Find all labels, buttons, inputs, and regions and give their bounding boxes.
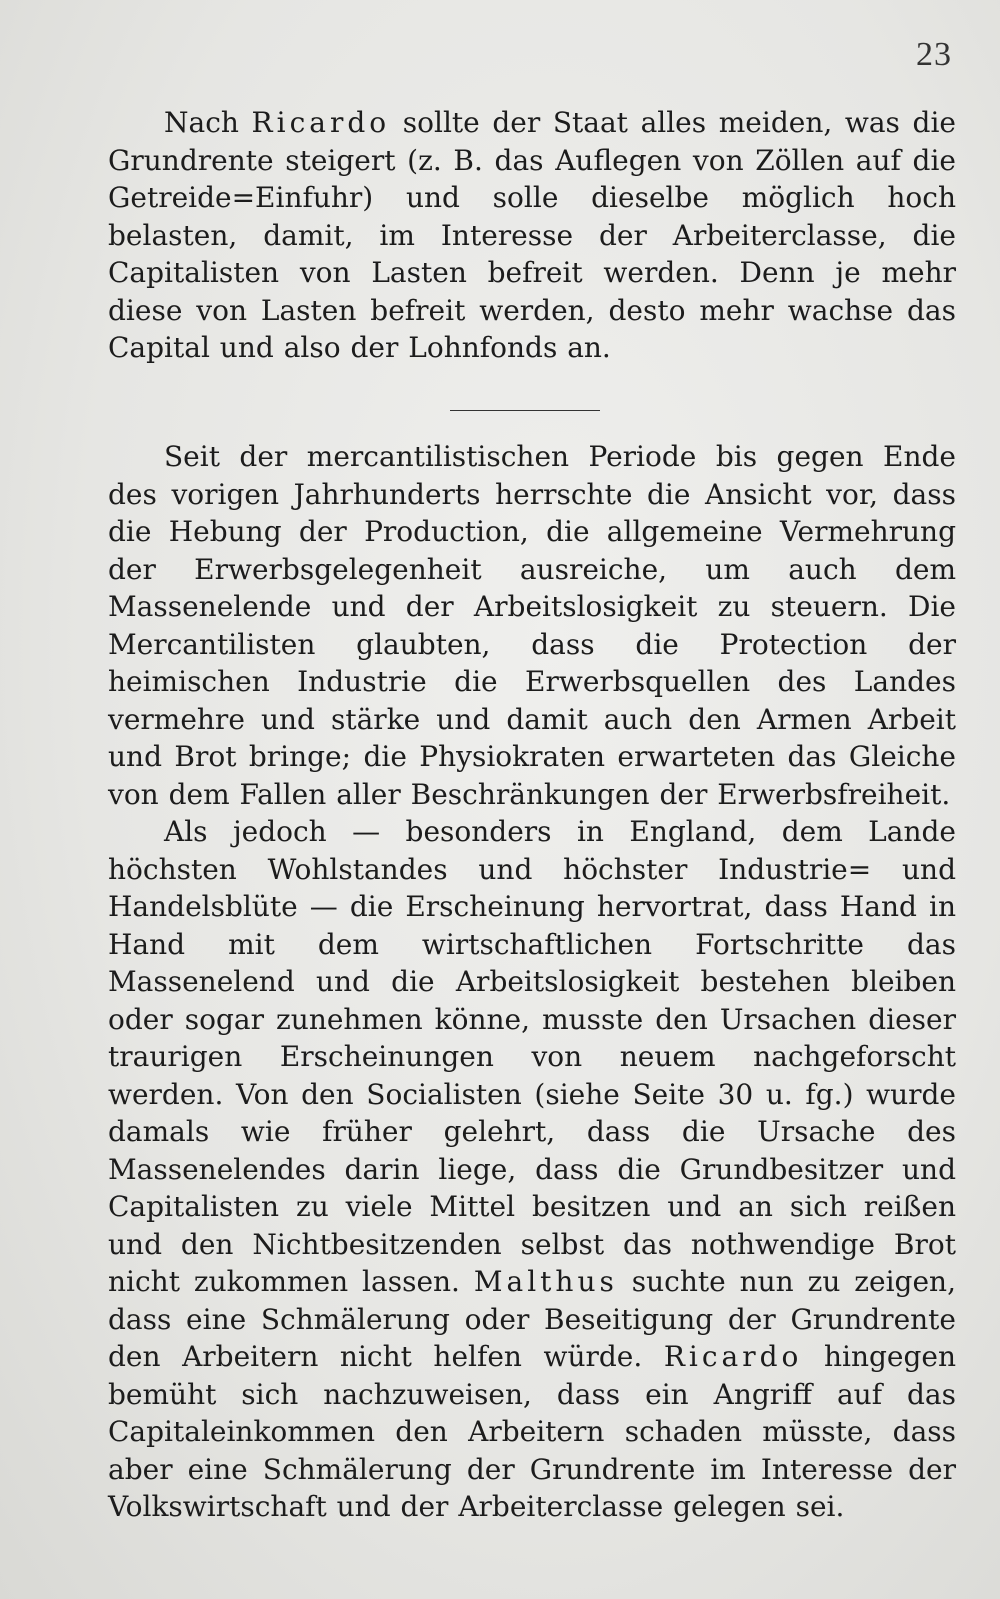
paragraph-text: sollte der Staat alles meiden, was die Grundrente steigert (z. B. das Auflegen von Zöllen auf die Getreide=Einfuhr) und solle dieselbe möglich hoch belasten, damit, im Interesse der Arbeiterclasse, die Capitalisten von Lasten befreit werden. Denn je mehr diese von Lasten befreit werden, desto mehr wachse das Capital und also der Lohnfonds an. [108,106,956,364]
paragraph-mercantilism: Seit der mercantilistischen Periode bis gegen Ende des vorigen Jahrhunderts herrschte die Ansicht vor, dass die Hebung der Production, die allgemeine Vermehrung der Erwerbsgelegenheit ausreiche, um auch dem Massenelende und der Arbeitslosigkeit zu steuern. Die Mercantilisten glaubten, dass die Protection der heimischen Industrie die Erwerbsquellen des Landes vermehre und stärke und damit auch den Armen Arbeit und Brot bringe; die Physiokraten erwarteten das Gleiche von dem Fallen aller Beschränkungen der Erwerbsfreiheit. [108,440,956,811]
author-name-ricardo: Ricardo [663,1340,803,1373]
text-block-top [108,104,956,367]
page-number: 23 [916,36,952,73]
text-block-bottom [108,438,956,1526]
paragraph-text: hingegen bemüht sich nachzuweisen, dass ein Angriff auf das Capitaleinkommen den Arbeitern schaden müsste, dass aber eine Schmälerung der Grundrente im Interesse der Volkswirtschaft und der Arbeiterclasse gelegen sei. [108,1340,956,1523]
paragraph-text: Als jedoch — besonders in England, dem Lande höchsten Wohlstandes und höchster Industrie= und Handelsblüte — die Erscheinung hervortrat, dass Hand in Hand mit dem wirtschaftlichen Fortschritte das Massenelend und die Arbeitslosigkeit bestehen bleiben oder sogar zunehmen könne, musste den Ursachen dieser traurigen Erscheinungen von neuem nachgeforscht werden. Von den Socialisten (siehe Seite 30 u. fg.) wurde damals wie früher gelehrt, dass die Ursache des Massenelendes darin liege, dass die Grundbesitzer und Capitalisten zu viele Mittel besitzen und an sich reißen und den Nichtbesitzenden selbst das nothwendige Brot nicht zukommen lassen. [108,815,956,1298]
paragraph-ricardo-state [108,104,956,367]
paragraph-text: suchte nun zu zeigen, dass eine Schmälerung oder Beseitigung der Grundrente den Arbeitern nicht helfen würde. [108,1265,956,1373]
section-separator [450,410,600,411]
author-name-malthus: Malthus [473,1265,618,1298]
paragraph-malthus-ricardo [108,813,956,1526]
author-name-ricardo: Ricardo [251,106,391,139]
paragraph-lead: Nach [164,106,252,139]
